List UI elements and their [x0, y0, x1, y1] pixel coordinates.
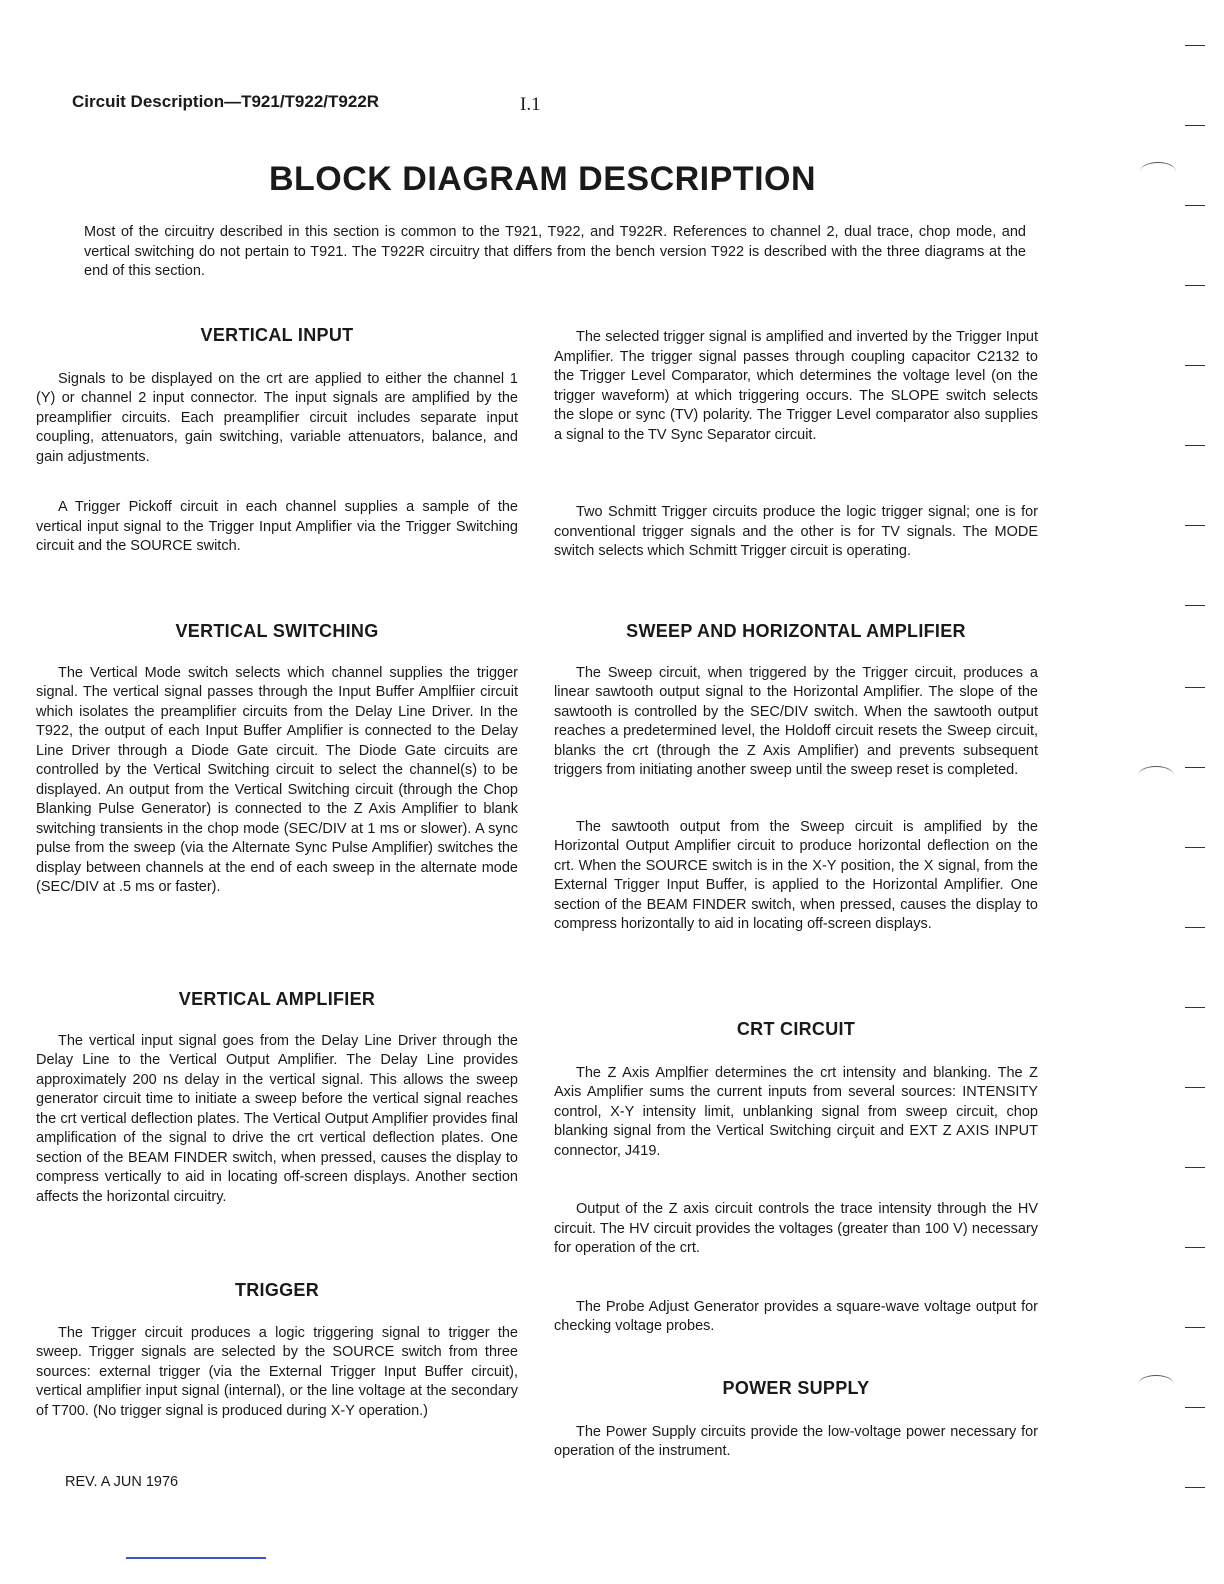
- margin-mark: [1185, 767, 1205, 768]
- margin-curve: [1140, 162, 1176, 181]
- vertical-switching-heading: VERTICAL SWITCHING: [175, 621, 379, 641]
- vertical-amplifier-heading: VERTICAL AMPLIFIER: [178, 989, 376, 1009]
- sweep-heading: SWEEP AND HORIZONTAL AMPLIFIER: [626, 621, 966, 641]
- trigger-paragraph-1: The Trigger circuit produces a logic triggering signal to trigger the sweep. Trigger signals are selected by the SOURCE switch from three sources: external trigger (via the External Trigger Input Buffer circuit), vertical amplifier input signal (internal), or the line voltage at the secondary of T700. (No trigger signal is produced during X-Y operation.): [36, 1324, 518, 1419]
- vertical-input-paragraph-2: A Trigger Pickoff circuit in each channel supplies a sample of the vertical input signal to the Trigger Input Amplifier via the Trigger Switching circuit and the SOURCE switch.: [36, 499, 518, 554]
- running-header: Circuit Description—T921/T922/T922R: [72, 92, 380, 111]
- margin-mark: [1185, 1167, 1205, 1168]
- revision-footer: REV. A JUN 1976: [65, 1474, 179, 1490]
- vertical-input-paragraph-1: Signals to be displayed on the crt are applied to either the channel 1 (Y) or channel 2 input connector. The input signals are amplified by the preamplifier circuits. Each preamplifier circuit includes separate input coupling, attenuators, gain switching, variable attenuators, balance, and gain adjustments.: [36, 370, 518, 465]
- power-supply-heading: POWER SUPPLY: [722, 1378, 870, 1398]
- vertical-input-section: [36, 326, 518, 557]
- power-supply-section: [554, 1379, 1038, 1462]
- margin-mark: [1185, 1327, 1205, 1328]
- margin-mark: [1185, 365, 1205, 366]
- margin-mark: [1185, 1407, 1205, 1408]
- trigger-heading: TRIGGER: [234, 1280, 320, 1300]
- crt-paragraph-2: Output of the Z axis circuit controls the trace intensity through the HV circuit. The HV circuit provides the voltages (greater than 100 V) necessary for operation of the crt.: [554, 1201, 1038, 1256]
- margin-mark: [1185, 1487, 1205, 1488]
- margin-mark: [1185, 45, 1205, 46]
- power-supply-paragraph: The Power Supply circuits provide the low-voltage power necessary for operation of the instrument.: [554, 1423, 1038, 1459]
- margin-mark: [1185, 1087, 1205, 1088]
- scan-underline: [126, 1557, 266, 1559]
- trigger-section: [36, 1281, 518, 1421]
- crt-heading: CRT CIRCUIT: [736, 1019, 856, 1039]
- margin-mark: [1185, 847, 1205, 848]
- margin-mark: [1185, 1247, 1205, 1248]
- vertical-switching-section: [36, 622, 518, 898]
- margin-mark: [1185, 927, 1205, 928]
- sweep-paragraph-1: The Sweep circuit, when triggered by the Trigger circuit, produces a linear sawtooth output signal to the Horizontal Amplifier. The slope of the sawtooth is controlled by the SEC/DIV switch. When the sawtooth output reaches a predetermined level, the Holdoff circuit resets the Sweep circuit, blanks the crt (through the Z Axis Amplifier) and prevents subsequent triggers from initiating another sweep until the sweep reset is completed.: [554, 664, 1038, 778]
- vertical-switching-paragraph: The Vertical Mode switch selects which channel supplies the trigger signal. The vertical signal passes through the Input Buffer Amplfiier circuit which isolates the preamplifier circuits from the Delay Line Driver. In the T922, the output of each Input Buffer Amplifier is connected to the Delay Line Driver through a Diode Gate circuit. The Diode Gate circuits are controlled by the Vertical Switching circuit to select the channel(s) to be displayed. An output from the Vertical Switching circuit (through the Chop Blanking Pulse Generator) is connected to the Z Axis Amplifier to blank switching transients in the chop mode (SEC/DIV at 1 ms or slower). A sync pulse from the sweep (via the Alternate Sync Pulse Amplifier) switches the display between channels at the end of each sweep in the alternate mode (SEC/DIV at .5 ms or faster).: [36, 664, 518, 895]
- margin-mark: [1185, 525, 1205, 526]
- section-number: I.1: [520, 94, 541, 115]
- margin-curve: [1138, 766, 1174, 785]
- margin-mark: [1185, 687, 1205, 688]
- crt-paragraph-3: The Probe Adjust Generator provides a square-wave voltage output for checking voltage probes.: [554, 1298, 1038, 1334]
- margin-mark: [1185, 125, 1205, 126]
- vertical-amplifier-section: [36, 990, 518, 1207]
- page-title: BLOCK DIAGRAM DESCRIPTION: [268, 160, 817, 198]
- sweep-paragraph-2: The sawtooth output from the Sweep circuit is amplified by the Horizontal Output Amplifier circuit to produce horizontal deflection on the crt. When the SOURCE switch is in the X-Y position, the X signal, from the External Trigger Input Buffer, is applied to the Horizontal Amplifier. One section of the BEAM FINDER switch, when pressed, causes the display to compress horizontally to aid in locating off-screen displays.: [554, 818, 1038, 932]
- margin-curve: [1138, 1375, 1174, 1394]
- vertical-amplifier-paragraph: The vertical input signal goes from the Delay Line Driver through the Delay Line to the Vertical Output Amplifier. The Delay Line provides approximately 200 ns delay in the vertical signal. This allows the sweep generator circuit time to initiate a sweep before the vertical signal reaches the crt vertical deflection plates. The Vertical Output Amplifier provides final amplification of the signal to drive the crt vertical deflection plates. One section of the BEAM FINDER switch, when pressed, causes the display to compress vertically to aid in locating off-screen displays. Another section affects the horizontal circuitry.: [36, 1032, 518, 1205]
- margin-mark: [1185, 1007, 1205, 1008]
- margin-mark: [1185, 605, 1205, 606]
- crt-section: [554, 1020, 1038, 1337]
- sweep-section: [554, 622, 1038, 935]
- crt-paragraph-1: The Z Axis Amplfier determines the crt intensity and blanking. The Z Axis Amplifier sums the current inputs from several sources: INTENSITY control, X-Y intensity limit, unblanking signal from sweep circuit, chop blanking signal from the Vertical Switching cirçuit and EXT Z AXIS INPUT connector, J419.: [554, 1064, 1038, 1159]
- margin-mark: [1185, 285, 1205, 286]
- margin-mark: [1185, 205, 1205, 206]
- intro-paragraph: Most of the circuitry described in this section is common to the T921, T922, and T922R. References to channel 2, dual trace, chop mode, and vertical switching do not pertain to T921. The T922R circuitry that differs from the bench version T922 is described with the three diagrams at the end of this section.: [84, 224, 1026, 279]
- margin-mark: [1185, 445, 1205, 446]
- vertical-input-heading: VERTICAL INPUT: [200, 325, 354, 345]
- trigger-paragraph-3: Two Schmitt Trigger circuits produce the logic trigger signal; one is for conventional trigger signals and the other is for TV signals. The MODE switch selects which Schmitt Trigger circuit is operating.: [554, 504, 1038, 559]
- trigger-paragraph-2: The selected trigger signal is amplified and inverted by the Trigger Input Amplifier. The trigger signal passes through coupling capacitor C2132 to the Trigger Level Comparator, which determines the voltage level (on the trigger waveform) at which triggering occurs. The SLOPE switch selects the slope or sync (TV) polarity. The Trigger Level comparator also supplies a signal to the TV Sync Separator circuit.: [554, 329, 1038, 443]
